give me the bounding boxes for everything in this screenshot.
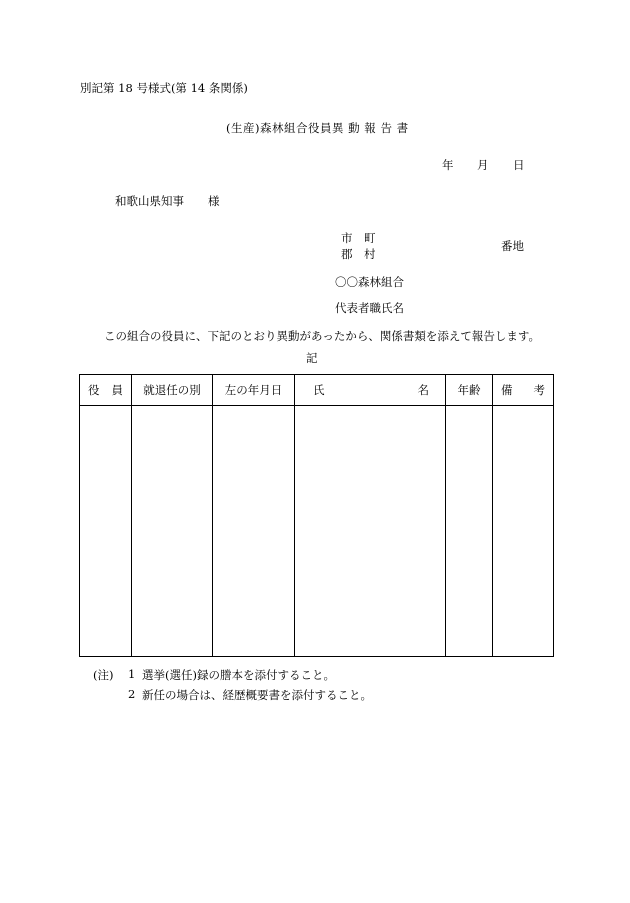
header-age: 年齢: [446, 375, 493, 406]
cell-age[interactable]: [446, 406, 493, 657]
note-text: 新任の場合は、経歴概要書を添付すること。: [142, 688, 372, 702]
cell-name[interactable]: [295, 406, 446, 657]
cell-remarks[interactable]: [493, 406, 554, 657]
representative-title: 代表者職氏名: [335, 301, 404, 315]
address-county-village: 郡 村: [341, 247, 376, 261]
note-text: 選挙(選任)録の謄本を添付すること。: [142, 668, 335, 682]
date-year: 年: [442, 158, 454, 172]
cell-appointment-type[interactable]: [132, 406, 213, 657]
notes-label: (注): [93, 668, 114, 682]
cell-date[interactable]: [213, 406, 295, 657]
body-text: この組合の役員に、下記のとおり異動があったから、関係書類を添えて報告します。: [104, 329, 540, 343]
addressee: 和歌山県知事: [115, 194, 184, 208]
header-remarks: 備 考: [493, 375, 554, 406]
table-header-row: [80, 375, 554, 406]
address-city-town: 市 町: [341, 231, 376, 245]
officer-change-table: [79, 374, 554, 657]
form-number: 別記第 18 号様式(第 14 条関係): [80, 81, 248, 95]
address-banchi: 番地: [501, 239, 524, 253]
header-name: 氏 名: [295, 375, 446, 406]
association-name: 〇〇森林組合: [335, 275, 404, 289]
ki-heading: 記: [306, 351, 318, 365]
header-appointment-type: 就退任の別: [132, 375, 213, 406]
table-row: [80, 406, 554, 657]
header-date: 左の年月日: [213, 375, 295, 406]
date-month: 月: [477, 158, 489, 172]
honorific: 様: [208, 194, 220, 208]
date-day: 日: [513, 158, 525, 172]
cell-officer[interactable]: [80, 406, 132, 657]
note-number: 2: [128, 687, 136, 701]
header-officer: 役 員: [80, 375, 132, 406]
document-title: (生産)森林組合役員異 動 報 告 書: [226, 121, 409, 135]
note-number: 1: [128, 667, 136, 681]
